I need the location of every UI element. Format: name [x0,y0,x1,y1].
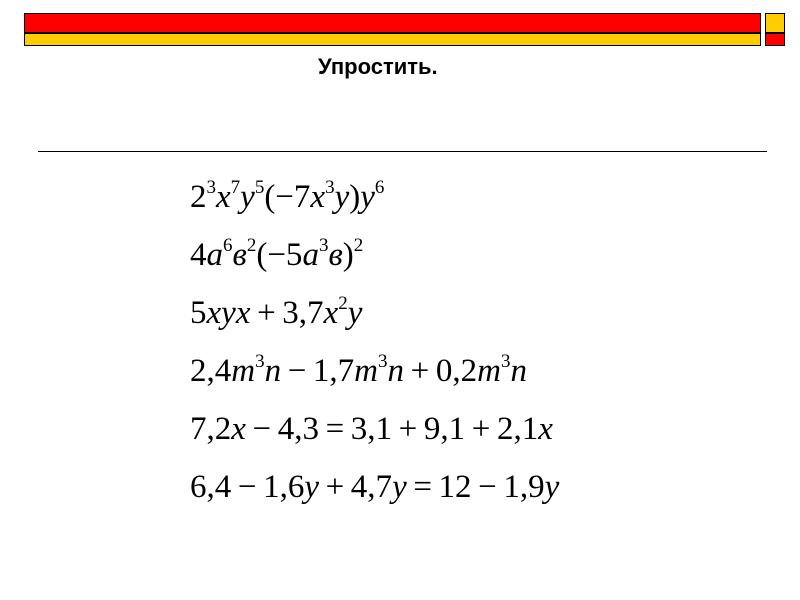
header-red-square [765,33,785,46]
slide-header-decoration [0,0,800,50]
expression-2: $4a^6в^2(-5a^3в)^2$ [190,235,364,273]
header-yellow-bar [24,33,761,46]
expression-5: 7,2x − 4,3 = 3,1 + 9,1 + 2,1x [190,411,553,447]
expression-1: $2^3x^7y^5(-7x^3y)y^6$ [190,177,385,215]
expression-6: 6,4 − 1,6y + 4,7y = 12 − 1,9y [190,469,560,505]
header-red-bar [24,13,761,33]
header-yellow-square [765,13,785,33]
slide-title: Упростить. [318,54,438,79]
expression-list [190,168,559,516]
expression-4: $2,4m^3n - 1,7m^3n + 0,2m^3n$ [190,351,527,389]
expression-3: $5xyx + 3,7x^2y$ [190,293,363,331]
title-divider [38,151,767,152]
